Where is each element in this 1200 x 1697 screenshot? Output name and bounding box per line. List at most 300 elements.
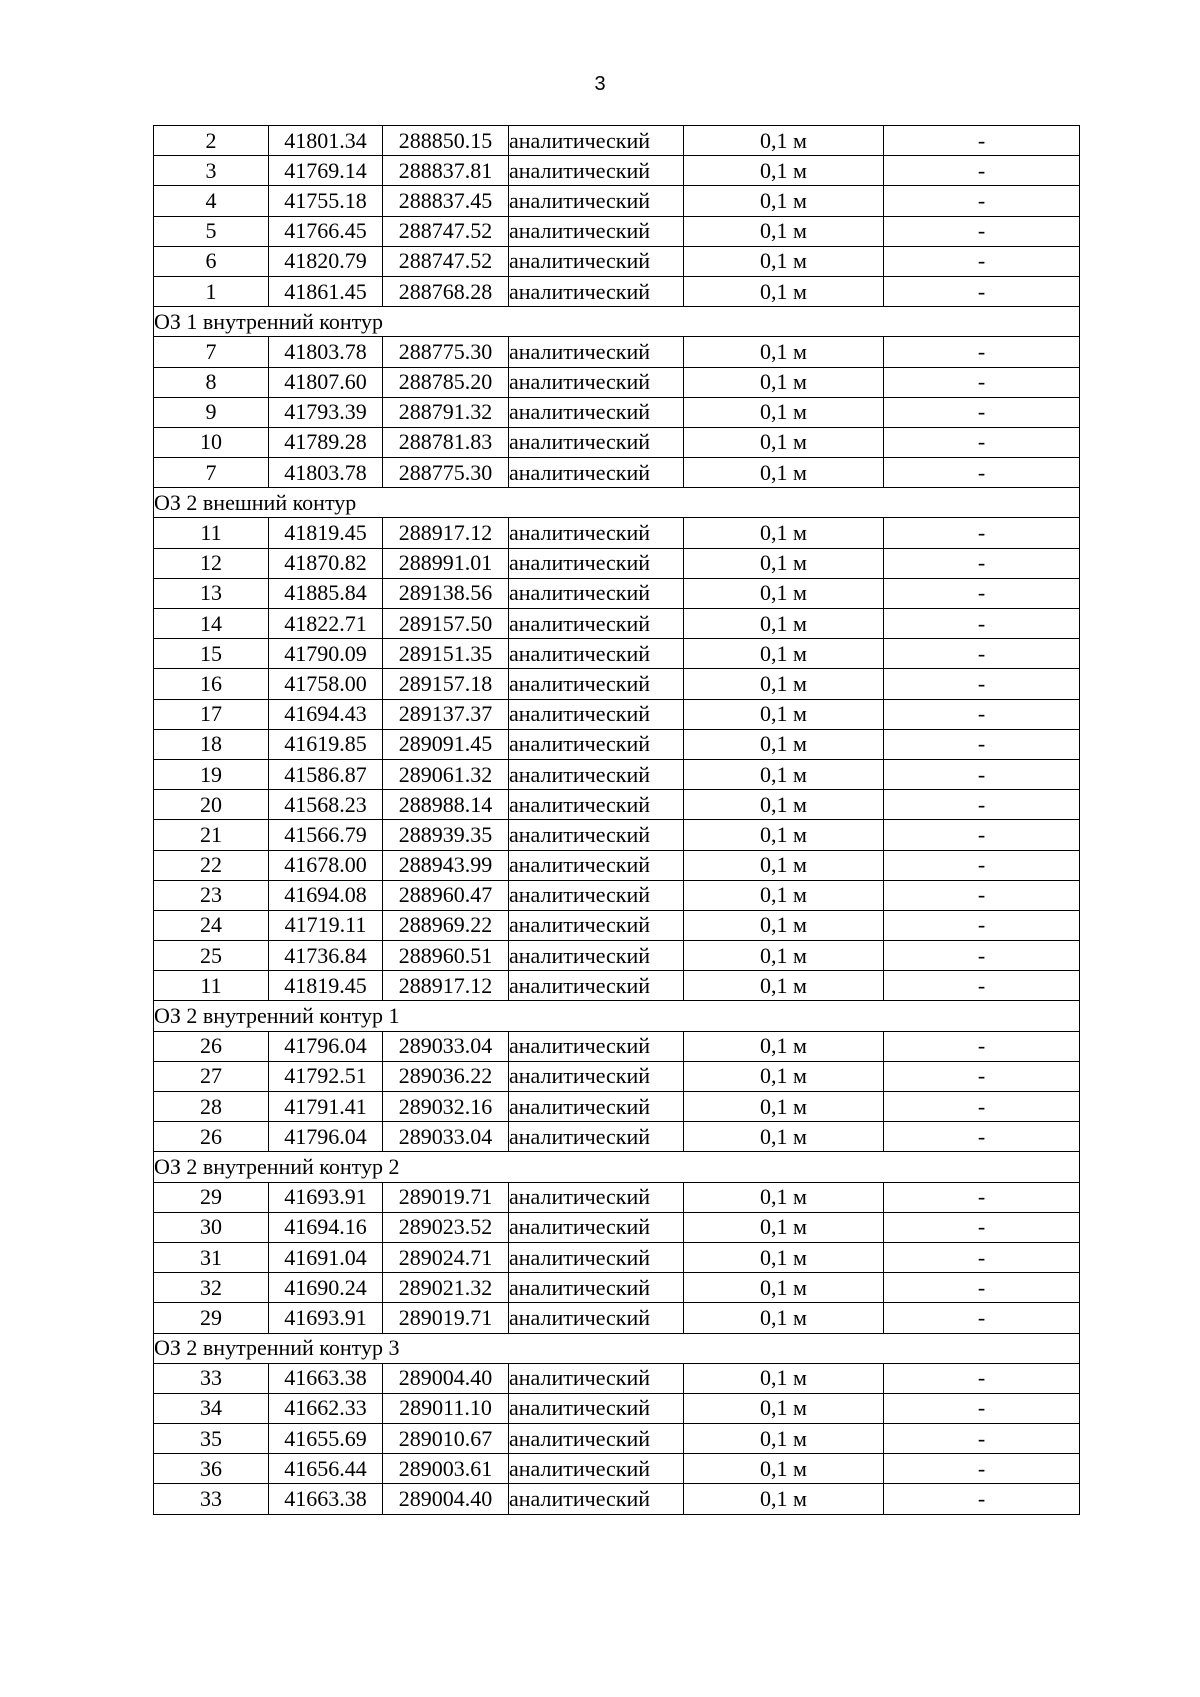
y-coordinate-cell: 289138.56 [383, 578, 509, 608]
point-number-cell: 8 [154, 367, 269, 397]
accuracy-cell: 0,1 м [684, 518, 884, 548]
method-cell: аналитический [509, 1363, 684, 1393]
method-cell: аналитический [509, 1212, 684, 1242]
x-coordinate-cell: 41662.33 [269, 1393, 383, 1423]
y-coordinate-cell: 289137.37 [383, 699, 509, 729]
point-number-cell: 2 [154, 126, 269, 156]
accuracy-cell: 0,1 м [684, 759, 884, 789]
point-number-cell: 1 [154, 276, 269, 306]
method-cell: аналитический [509, 639, 684, 669]
note-cell: - [884, 548, 1080, 578]
y-coordinate-cell: 288939.35 [383, 820, 509, 850]
x-coordinate-cell: 41719.11 [269, 910, 383, 940]
x-coordinate-cell: 41766.45 [269, 216, 383, 246]
table-row [154, 850, 1080, 880]
x-coordinate-cell: 41691.04 [269, 1242, 383, 1272]
table-row [154, 790, 1080, 820]
x-coordinate-cell: 41566.79 [269, 820, 383, 850]
y-coordinate-cell: 289061.32 [383, 759, 509, 789]
y-coordinate-cell: 288837.45 [383, 186, 509, 216]
point-number-cell: 3 [154, 156, 269, 186]
note-cell: - [884, 1454, 1080, 1484]
table-row [154, 759, 1080, 789]
note-cell: - [884, 1363, 1080, 1393]
section-row [154, 307, 1080, 337]
note-cell: - [884, 1122, 1080, 1152]
table-row [154, 971, 1080, 1001]
point-number-cell: 30 [154, 1212, 269, 1242]
method-cell: аналитический [509, 518, 684, 548]
method-cell: аналитический [509, 971, 684, 1001]
x-coordinate-cell: 41796.04 [269, 1122, 383, 1152]
point-number-cell: 20 [154, 790, 269, 820]
point-number-cell: 12 [154, 548, 269, 578]
point-number-cell: 28 [154, 1092, 269, 1122]
table-row [154, 126, 1080, 156]
method-cell: аналитический [509, 1393, 684, 1423]
accuracy-cell: 0,1 м [684, 578, 884, 608]
x-coordinate-cell: 41693.91 [269, 1182, 383, 1212]
accuracy-cell: 0,1 м [684, 1031, 884, 1061]
accuracy-cell: 0,1 м [684, 337, 884, 367]
note-cell: - [884, 276, 1080, 306]
point-number-cell: 24 [154, 910, 269, 940]
accuracy-cell: 0,1 м [684, 1061, 884, 1091]
table-row [154, 1182, 1080, 1212]
method-cell: аналитический [509, 246, 684, 276]
x-coordinate-cell: 41586.87 [269, 759, 383, 789]
method-cell: аналитический [509, 669, 684, 699]
x-coordinate-cell: 41807.60 [269, 367, 383, 397]
accuracy-cell: 0,1 м [684, 1424, 884, 1454]
y-coordinate-cell: 289024.71 [383, 1242, 509, 1272]
accuracy-cell: 0,1 м [684, 669, 884, 699]
note-cell: - [884, 1273, 1080, 1303]
point-number-cell: 13 [154, 578, 269, 608]
point-number-cell: 9 [154, 397, 269, 427]
point-number-cell: 16 [154, 669, 269, 699]
y-coordinate-cell: 288850.15 [383, 126, 509, 156]
y-coordinate-cell: 289010.67 [383, 1424, 509, 1454]
accuracy-cell: 0,1 м [684, 1363, 884, 1393]
table-row [154, 1303, 1080, 1333]
table-row [154, 880, 1080, 910]
method-cell: аналитический [509, 1031, 684, 1061]
accuracy-cell: 0,1 м [684, 699, 884, 729]
note-cell: - [884, 971, 1080, 1001]
x-coordinate-cell: 41790.09 [269, 639, 383, 669]
accuracy-cell: 0,1 м [684, 729, 884, 759]
section-title: ОЗ 2 внешний контур [154, 488, 1080, 518]
point-number-cell: 33 [154, 1363, 269, 1393]
y-coordinate-cell: 289021.32 [383, 1273, 509, 1303]
y-coordinate-cell: 289033.04 [383, 1122, 509, 1152]
x-coordinate-cell: 41801.34 [269, 126, 383, 156]
table-row [154, 1454, 1080, 1484]
accuracy-cell: 0,1 м [684, 1212, 884, 1242]
point-number-cell: 18 [154, 729, 269, 759]
x-coordinate-cell: 41789.28 [269, 427, 383, 457]
y-coordinate-cell: 289036.22 [383, 1061, 509, 1091]
accuracy-cell: 0,1 м [684, 609, 884, 639]
x-coordinate-cell: 41870.82 [269, 548, 383, 578]
y-coordinate-cell: 288837.81 [383, 156, 509, 186]
method-cell: аналитический [509, 397, 684, 427]
section-title: ОЗ 2 внутренний контур 2 [154, 1152, 1080, 1182]
accuracy-cell: 0,1 м [684, 186, 884, 216]
point-number-cell: 14 [154, 609, 269, 639]
x-coordinate-cell: 41568.23 [269, 790, 383, 820]
method-cell: аналитический [509, 1484, 684, 1514]
y-coordinate-cell: 289032.16 [383, 1092, 509, 1122]
x-coordinate-cell: 41803.78 [269, 458, 383, 488]
point-number-cell: 26 [154, 1122, 269, 1152]
note-cell: - [884, 126, 1080, 156]
method-cell: аналитический [509, 1092, 684, 1122]
method-cell: аналитический [509, 941, 684, 971]
method-cell: аналитический [509, 427, 684, 457]
point-number-cell: 31 [154, 1242, 269, 1272]
table-row [154, 910, 1080, 940]
coordinates-table [153, 125, 1080, 1515]
y-coordinate-cell: 288960.51 [383, 941, 509, 971]
table-row [154, 1273, 1080, 1303]
method-cell: аналитический [509, 790, 684, 820]
note-cell: - [884, 578, 1080, 608]
x-coordinate-cell: 41663.38 [269, 1484, 383, 1514]
section-title: ОЗ 2 внутренний контур 1 [154, 1001, 1080, 1031]
y-coordinate-cell: 288943.99 [383, 850, 509, 880]
note-cell: - [884, 458, 1080, 488]
y-coordinate-cell: 288991.01 [383, 548, 509, 578]
point-number-cell: 29 [154, 1303, 269, 1333]
x-coordinate-cell: 41819.45 [269, 971, 383, 1001]
method-cell: аналитический [509, 186, 684, 216]
section-row [154, 1001, 1080, 1031]
y-coordinate-cell: 288747.52 [383, 216, 509, 246]
point-number-cell: 27 [154, 1061, 269, 1091]
point-number-cell: 7 [154, 458, 269, 488]
note-cell: - [884, 729, 1080, 759]
method-cell: аналитический [509, 276, 684, 306]
table-row [154, 276, 1080, 306]
accuracy-cell: 0,1 м [684, 971, 884, 1001]
table-row [154, 820, 1080, 850]
x-coordinate-cell: 41694.16 [269, 1212, 383, 1242]
note-cell: - [884, 941, 1080, 971]
method-cell: аналитический [509, 910, 684, 940]
x-coordinate-cell: 41819.45 [269, 518, 383, 548]
x-coordinate-cell: 41694.08 [269, 880, 383, 910]
x-coordinate-cell: 41793.39 [269, 397, 383, 427]
table-row [154, 669, 1080, 699]
note-cell: - [884, 1484, 1080, 1514]
accuracy-cell: 0,1 м [684, 639, 884, 669]
point-number-cell: 7 [154, 337, 269, 367]
method-cell: аналитический [509, 458, 684, 488]
table-row [154, 1242, 1080, 1272]
y-coordinate-cell: 289157.50 [383, 609, 509, 639]
note-cell: - [884, 609, 1080, 639]
method-cell: аналитический [509, 578, 684, 608]
table-row [154, 1122, 1080, 1152]
accuracy-cell: 0,1 м [684, 427, 884, 457]
table-row [154, 156, 1080, 186]
method-cell: аналитический [509, 1242, 684, 1272]
accuracy-cell: 0,1 м [684, 820, 884, 850]
method-cell: аналитический [509, 216, 684, 246]
method-cell: аналитический [509, 1303, 684, 1333]
note-cell: - [884, 427, 1080, 457]
note-cell: - [884, 156, 1080, 186]
accuracy-cell: 0,1 м [684, 1122, 884, 1152]
point-number-cell: 11 [154, 971, 269, 1001]
accuracy-cell: 0,1 м [684, 1182, 884, 1212]
y-coordinate-cell: 289033.04 [383, 1031, 509, 1061]
note-cell: - [884, 699, 1080, 729]
x-coordinate-cell: 41694.43 [269, 699, 383, 729]
y-coordinate-cell: 288747.52 [383, 246, 509, 276]
point-number-cell: 29 [154, 1182, 269, 1212]
y-coordinate-cell: 289011.10 [383, 1393, 509, 1423]
x-coordinate-cell: 41678.00 [269, 850, 383, 880]
table-row [154, 609, 1080, 639]
x-coordinate-cell: 41796.04 [269, 1031, 383, 1061]
x-coordinate-cell: 41758.00 [269, 669, 383, 699]
x-coordinate-cell: 41736.84 [269, 941, 383, 971]
accuracy-cell: 0,1 м [684, 790, 884, 820]
table-row [154, 458, 1080, 488]
point-number-cell: 22 [154, 850, 269, 880]
point-number-cell: 6 [154, 246, 269, 276]
accuracy-cell: 0,1 м [684, 1242, 884, 1272]
point-number-cell: 5 [154, 216, 269, 246]
point-number-cell: 36 [154, 1454, 269, 1484]
accuracy-cell: 0,1 м [684, 216, 884, 246]
y-coordinate-cell: 289019.71 [383, 1182, 509, 1212]
table-row [154, 1424, 1080, 1454]
accuracy-cell: 0,1 м [684, 156, 884, 186]
table-row [154, 1484, 1080, 1514]
accuracy-cell: 0,1 м [684, 458, 884, 488]
method-cell: аналитический [509, 126, 684, 156]
x-coordinate-cell: 41769.14 [269, 156, 383, 186]
method-cell: аналитический [509, 1061, 684, 1091]
y-coordinate-cell: 288917.12 [383, 518, 509, 548]
table-row [154, 367, 1080, 397]
x-coordinate-cell: 41861.45 [269, 276, 383, 306]
note-cell: - [884, 216, 1080, 246]
x-coordinate-cell: 41656.44 [269, 1454, 383, 1484]
section-row [154, 488, 1080, 518]
table-row [154, 1212, 1080, 1242]
method-cell: аналитический [509, 699, 684, 729]
method-cell: аналитический [509, 729, 684, 759]
note-cell: - [884, 246, 1080, 276]
y-coordinate-cell: 288768.28 [383, 276, 509, 306]
accuracy-cell: 0,1 м [684, 367, 884, 397]
note-cell: - [884, 367, 1080, 397]
section-title: ОЗ 2 внутренний контур 3 [154, 1333, 1080, 1363]
note-cell: - [884, 1212, 1080, 1242]
method-cell: аналитический [509, 1454, 684, 1484]
method-cell: аналитический [509, 156, 684, 186]
y-coordinate-cell: 288969.22 [383, 910, 509, 940]
x-coordinate-cell: 41822.71 [269, 609, 383, 639]
method-cell: аналитический [509, 850, 684, 880]
x-coordinate-cell: 41619.85 [269, 729, 383, 759]
y-coordinate-cell: 289023.52 [383, 1212, 509, 1242]
note-cell: - [884, 1424, 1080, 1454]
point-number-cell: 25 [154, 941, 269, 971]
accuracy-cell: 0,1 м [684, 276, 884, 306]
x-coordinate-cell: 41755.18 [269, 186, 383, 216]
y-coordinate-cell: 289157.18 [383, 669, 509, 699]
table-row [154, 518, 1080, 548]
note-cell: - [884, 669, 1080, 699]
page-number: 3 [594, 73, 606, 95]
point-number-cell: 19 [154, 759, 269, 789]
table-row [154, 1061, 1080, 1091]
method-cell: аналитический [509, 1273, 684, 1303]
accuracy-cell: 0,1 м [684, 880, 884, 910]
y-coordinate-cell: 289019.71 [383, 1303, 509, 1333]
table-row [154, 1363, 1080, 1393]
method-cell: аналитический [509, 1122, 684, 1152]
accuracy-cell: 0,1 м [684, 1454, 884, 1484]
note-cell: - [884, 910, 1080, 940]
table-row [154, 578, 1080, 608]
section-title: ОЗ 1 внутренний контур [154, 307, 1080, 337]
note-cell: - [884, 1393, 1080, 1423]
x-coordinate-cell: 41655.69 [269, 1424, 383, 1454]
y-coordinate-cell: 288781.83 [383, 427, 509, 457]
table-row [154, 397, 1080, 427]
y-coordinate-cell: 289151.35 [383, 639, 509, 669]
accuracy-cell: 0,1 м [684, 941, 884, 971]
x-coordinate-cell: 41693.91 [269, 1303, 383, 1333]
table-row [154, 1092, 1080, 1122]
point-number-cell: 11 [154, 518, 269, 548]
method-cell: аналитический [509, 820, 684, 850]
y-coordinate-cell: 288960.47 [383, 880, 509, 910]
note-cell: - [884, 759, 1080, 789]
table-row [154, 729, 1080, 759]
method-cell: аналитический [509, 548, 684, 578]
method-cell: аналитический [509, 1424, 684, 1454]
point-number-cell: 35 [154, 1424, 269, 1454]
method-cell: аналитический [509, 1182, 684, 1212]
method-cell: аналитический [509, 759, 684, 789]
note-cell: - [884, 1242, 1080, 1272]
table-row [154, 337, 1080, 367]
table-row [154, 941, 1080, 971]
section-row [154, 1152, 1080, 1182]
coordinates-table-body [154, 126, 1080, 1515]
method-cell: аналитический [509, 880, 684, 910]
table-row [154, 699, 1080, 729]
note-cell: - [884, 850, 1080, 880]
y-coordinate-cell: 289091.45 [383, 729, 509, 759]
table-row [154, 639, 1080, 669]
accuracy-cell: 0,1 м [684, 548, 884, 578]
table-row [154, 216, 1080, 246]
accuracy-cell: 0,1 м [684, 1484, 884, 1514]
y-coordinate-cell: 289003.61 [383, 1454, 509, 1484]
method-cell: аналитический [509, 367, 684, 397]
table-row [154, 548, 1080, 578]
y-coordinate-cell: 288791.32 [383, 397, 509, 427]
accuracy-cell: 0,1 м [684, 910, 884, 940]
accuracy-cell: 0,1 м [684, 1393, 884, 1423]
note-cell: - [884, 1303, 1080, 1333]
table-row [154, 246, 1080, 276]
note-cell: - [884, 1061, 1080, 1091]
point-number-cell: 10 [154, 427, 269, 457]
accuracy-cell: 0,1 м [684, 850, 884, 880]
note-cell: - [884, 518, 1080, 548]
note-cell: - [884, 639, 1080, 669]
accuracy-cell: 0,1 м [684, 1303, 884, 1333]
accuracy-cell: 0,1 м [684, 246, 884, 276]
x-coordinate-cell: 41690.24 [269, 1273, 383, 1303]
note-cell: - [884, 1031, 1080, 1061]
point-number-cell: 4 [154, 186, 269, 216]
x-coordinate-cell: 41820.79 [269, 246, 383, 276]
note-cell: - [884, 790, 1080, 820]
point-number-cell: 32 [154, 1273, 269, 1303]
accuracy-cell: 0,1 м [684, 1273, 884, 1303]
accuracy-cell: 0,1 м [684, 126, 884, 156]
note-cell: - [884, 1092, 1080, 1122]
table-row [154, 186, 1080, 216]
x-coordinate-cell: 41885.84 [269, 578, 383, 608]
point-number-cell: 33 [154, 1484, 269, 1514]
table-row [154, 427, 1080, 457]
y-coordinate-cell: 289004.40 [383, 1484, 509, 1514]
point-number-cell: 17 [154, 699, 269, 729]
accuracy-cell: 0,1 м [684, 397, 884, 427]
point-number-cell: 34 [154, 1393, 269, 1423]
note-cell: - [884, 337, 1080, 367]
section-row [154, 1333, 1080, 1363]
y-coordinate-cell: 288775.30 [383, 458, 509, 488]
point-number-cell: 23 [154, 880, 269, 910]
point-number-cell: 21 [154, 820, 269, 850]
x-coordinate-cell: 41803.78 [269, 337, 383, 367]
table-row [154, 1393, 1080, 1423]
accuracy-cell: 0,1 м [684, 1092, 884, 1122]
point-number-cell: 26 [154, 1031, 269, 1061]
x-coordinate-cell: 41663.38 [269, 1363, 383, 1393]
point-number-cell: 15 [154, 639, 269, 669]
x-coordinate-cell: 41791.41 [269, 1092, 383, 1122]
table-row [154, 1031, 1080, 1061]
method-cell: аналитический [509, 337, 684, 367]
y-coordinate-cell: 288775.30 [383, 337, 509, 367]
y-coordinate-cell: 288785.20 [383, 367, 509, 397]
note-cell: - [884, 397, 1080, 427]
note-cell: - [884, 880, 1080, 910]
x-coordinate-cell: 41792.51 [269, 1061, 383, 1091]
note-cell: - [884, 1182, 1080, 1212]
y-coordinate-cell: 288917.12 [383, 971, 509, 1001]
method-cell: аналитический [509, 609, 684, 639]
y-coordinate-cell: 288988.14 [383, 790, 509, 820]
note-cell: - [884, 820, 1080, 850]
y-coordinate-cell: 289004.40 [383, 1363, 509, 1393]
note-cell: - [884, 186, 1080, 216]
